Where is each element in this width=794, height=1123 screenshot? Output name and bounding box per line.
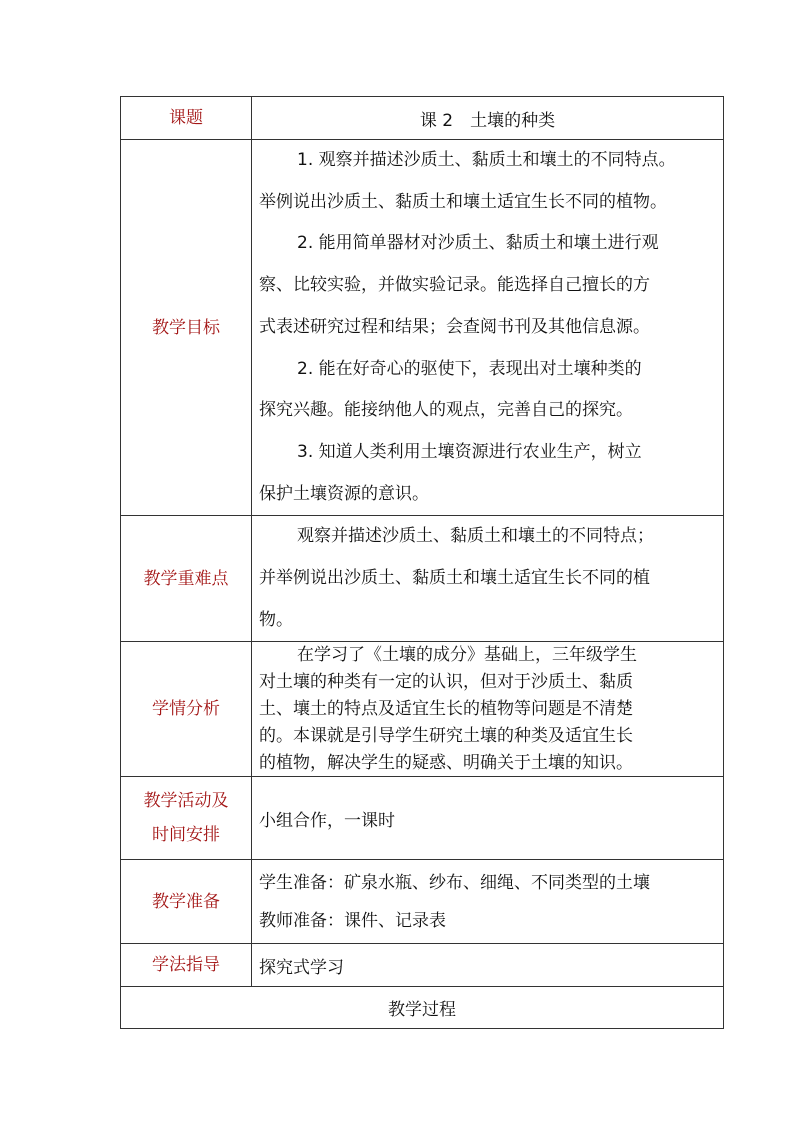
row-process	[121, 987, 724, 1029]
row-objectives	[121, 140, 724, 516]
lesson-plan-table	[120, 96, 724, 1029]
lesson-title: 课 2 土壤的种类	[252, 97, 724, 140]
row-preparation	[121, 860, 724, 944]
label-method: 学法指导	[121, 944, 252, 987]
analysis-content	[252, 642, 724, 777]
row-activities	[121, 777, 724, 860]
key-points-line: 并举例说出沙质土、黏质土和壤土适宜生长不同的植	[259, 568, 650, 589]
label-analysis: 学情分析	[121, 642, 252, 777]
preparation-content	[252, 860, 724, 944]
label-activities-line1: 教学活动及	[143, 791, 229, 812]
objectives-line: 举例说出沙质土、黏质土和壤土适宜生长不同的植物。	[259, 191, 667, 212]
key-points-content	[252, 516, 724, 642]
preparation-line: 教师准备：课件、记录表	[259, 910, 446, 931]
row-topic	[121, 97, 724, 140]
objectives-line: 1. 观察并描述沙质土、黏质土和壤土的不同特点。	[297, 150, 676, 170]
activities-content: 小组合作，一课时	[252, 777, 724, 860]
label-key-points: 教学重难点	[121, 516, 252, 642]
objectives-line: 2. 能在好奇心的驱使下，表现出对土壤种类的	[297, 358, 642, 379]
analysis-line: 土、壤土的特点及适宜生长的植物等问题是不清楚	[259, 699, 633, 720]
label-activities-line2: 时间安排	[152, 825, 220, 846]
key-points-line: 观察并描述沙质土、黏质土和壤土的不同特点；	[297, 526, 654, 547]
objectives-line: 3. 知道人类利用土壤资源进行农业生产，树立	[297, 441, 642, 462]
analysis-line: 的。本课就是引导学生研究土壤的种类及适宜生长	[259, 725, 633, 746]
analysis-line: 对土壤的种类有一定的认识，但对于沙质土、黏质	[259, 672, 633, 693]
method-content: 探究式学习	[252, 944, 724, 987]
row-key-points	[121, 516, 724, 642]
label-topic: 课题	[121, 97, 252, 140]
objectives-line: 察、比较实验，并做实验记录。能选择自己擅长的方	[259, 275, 650, 296]
objectives-content	[252, 140, 724, 516]
analysis-line: 在学习了《土壤的成分》基础上，三年级学生	[297, 645, 637, 666]
row-method	[121, 944, 724, 987]
label-preparation: 教学准备	[121, 860, 252, 944]
objectives-line: 式表述研究过程和结果；会查阅书刊及其他信息源。	[259, 316, 650, 337]
analysis-line: 的植物，解决学生的疑惑、明确关于土壤的知识。	[259, 752, 633, 773]
objectives-line: 2. 能用简单器材对沙质土、黏质土和壤土进行观	[297, 233, 659, 254]
preparation-line: 学生准备：矿泉水瓶、纱布、细绳、不同类型的土壤	[259, 872, 650, 893]
row-analysis	[121, 642, 724, 777]
process-heading: 教学过程	[121, 987, 724, 1029]
objectives-line: 保护土壤资源的意识。	[259, 483, 429, 504]
label-objectives: 教学目标	[121, 140, 252, 516]
objectives-line: 探究兴趣。能接纳他人的观点，完善自己的探究。	[259, 400, 633, 421]
label-activities	[121, 777, 252, 860]
key-points-line: 物。	[259, 609, 293, 630]
